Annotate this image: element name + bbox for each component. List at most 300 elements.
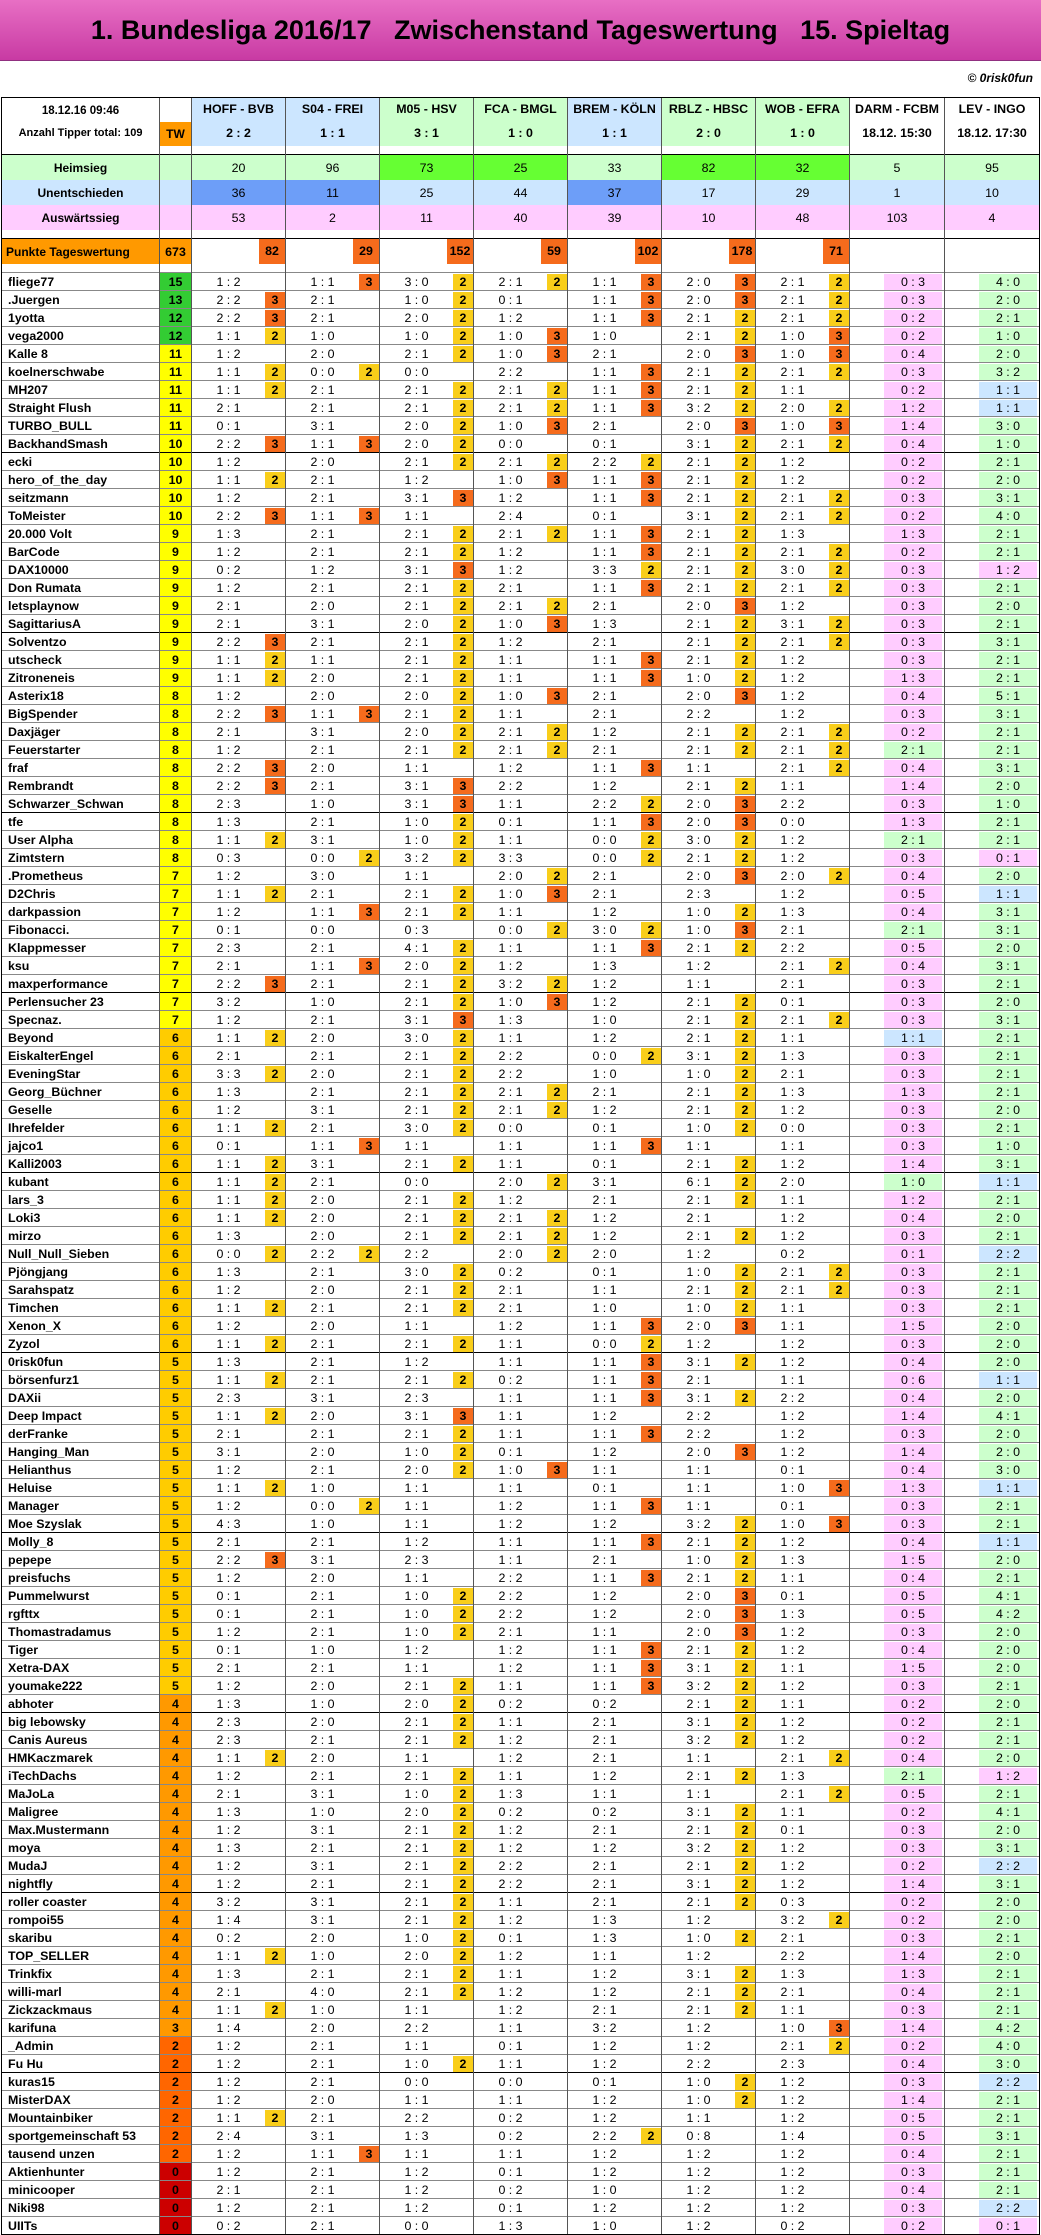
player-tw: 7 <box>160 939 192 957</box>
tip-cell <box>756 1479 850 1497</box>
tip-value: 2 : 1 <box>780 508 805 523</box>
tip-value: 2 : 1 <box>979 1282 1037 1298</box>
tip-points <box>453 1642 473 1658</box>
tip-cell <box>474 1731 568 1749</box>
tip-points <box>359 2200 379 2216</box>
tip-cell <box>286 1893 380 1911</box>
tip-cell <box>945 1119 1040 1137</box>
tip-cell <box>192 345 286 363</box>
tip-cell <box>850 1029 945 1047</box>
tip-points <box>641 706 661 722</box>
tip-points: 2 <box>735 1174 755 1190</box>
tip-points <box>829 2182 849 2198</box>
player-tw: 9 <box>160 543 192 561</box>
tip-value: 2 : 1 <box>979 814 1037 830</box>
tip-points <box>265 346 285 362</box>
tip-value: 2 : 1 <box>979 2164 1037 2180</box>
player-name: letsplaynow <box>2 597 160 615</box>
tip-cell <box>474 507 568 525</box>
tip-cell <box>850 525 945 543</box>
tip-value: 1 : 2 <box>592 2110 617 2125</box>
tip-cell <box>380 1641 474 1659</box>
tip-value: 2 : 1 <box>310 1840 335 1855</box>
tip-cell <box>286 1965 380 1983</box>
tip-value: 2 : 1 <box>780 742 805 757</box>
tip-points <box>641 634 661 650</box>
tip-cell <box>850 1659 945 1677</box>
tip-value: 2 : 1 <box>404 382 429 397</box>
tip-value: 0 : 1 <box>592 2074 617 2089</box>
tip-points <box>547 2074 567 2090</box>
tip-value: 1 : 1 <box>592 1678 617 1693</box>
tip-points: 2 <box>265 364 285 380</box>
tip-cell <box>945 1929 1040 1947</box>
tip-points: 3 <box>641 292 661 308</box>
tip-points <box>829 688 849 704</box>
tip-cell <box>286 399 380 417</box>
player-name: Georg_Büchner <box>2 1083 160 1101</box>
row-label: Auswärtssieg <box>2 205 160 230</box>
tip-value: 2 : 1 <box>686 616 711 631</box>
tip-cell <box>662 345 756 363</box>
tip-points: 2 <box>735 778 755 794</box>
tip-points: 2 <box>735 1984 755 2000</box>
tip-points: 3 <box>641 1498 661 1514</box>
player-name: Niki98 <box>2 2199 160 2217</box>
player-row <box>2 1047 1040 1065</box>
tip-points: 2 <box>453 1786 473 1802</box>
tip-points <box>829 1930 849 1946</box>
player-row <box>2 1299 1040 1317</box>
tip-value: 1 : 2 <box>686 2038 711 2053</box>
tip-points: 2 <box>735 832 755 848</box>
tip-points: 2 <box>453 1840 473 1856</box>
match-points-value <box>1013 239 1039 264</box>
tip-cell <box>945 633 1040 651</box>
tip-cell <box>568 2001 662 2019</box>
player-tw: 5 <box>160 1605 192 1623</box>
tip-cell <box>286 2091 380 2109</box>
tip-cell <box>662 1011 756 1029</box>
tip-points: 2 <box>735 994 755 1010</box>
tip-cell <box>756 1317 850 1335</box>
tip-points <box>829 1858 849 1874</box>
tip-value: 2 : 1 <box>216 1786 241 1801</box>
tip-value: 0 : 3 <box>884 1336 942 1352</box>
tip-points <box>547 904 567 920</box>
tip-cell <box>474 867 568 885</box>
tip-points: 3 <box>641 1570 661 1586</box>
tip-points <box>641 1948 661 1964</box>
tip-points: 2 <box>735 850 755 866</box>
tip-cell <box>286 1731 380 1749</box>
tip-cell <box>568 1641 662 1659</box>
tip-cell <box>756 417 850 435</box>
tip-value: 0 : 3 <box>884 634 942 650</box>
tip-cell <box>380 1317 474 1335</box>
tip-value: 2 : 1 <box>979 2092 1037 2108</box>
tip-value: 2 : 2 <box>979 1246 1037 1262</box>
tip-points <box>453 508 473 524</box>
tip-cell <box>380 1551 474 1569</box>
tip-cell <box>662 1659 756 1677</box>
tip-cell <box>286 1317 380 1335</box>
tip-points <box>265 1660 285 1676</box>
tip-points <box>265 2182 285 2198</box>
tip-points: 3 <box>547 886 567 902</box>
tip-cell <box>850 291 945 309</box>
tip-value: 3 : 1 <box>404 796 429 811</box>
tip-points: 3 <box>359 2146 379 2162</box>
tip-value: 2 : 1 <box>404 1048 429 1063</box>
tip-points: 3 <box>359 958 379 974</box>
tip-value: 1 : 1 <box>686 1462 711 1477</box>
tip-value: 1 : 0 <box>686 670 711 685</box>
tip-value: 2 : 1 <box>686 382 711 397</box>
tip-cell <box>850 1911 945 1929</box>
tip-value: 0 : 2 <box>498 2128 523 2143</box>
tip-cell <box>380 2163 474 2181</box>
tip-cell <box>286 1047 380 1065</box>
tip-points <box>359 1948 379 1964</box>
tip-points <box>453 2218 473 2234</box>
tip-points <box>265 2200 285 2216</box>
tip-cell <box>662 1137 756 1155</box>
tip-value: 0 : 2 <box>216 1930 241 1945</box>
tip-cell <box>756 1227 850 1245</box>
tip-value: 1 : 0 <box>592 2218 617 2233</box>
tip-value: 1 : 2 <box>592 1516 617 1531</box>
tip-cell <box>192 1569 286 1587</box>
tip-value: 3 : 1 <box>979 904 1037 920</box>
tip-points: 2 <box>453 634 473 650</box>
player-row <box>2 2127 1040 2145</box>
tip-cell <box>945 1875 1040 1893</box>
distribution-cell: 95 <box>945 155 1040 181</box>
tip-points: 3 <box>453 778 473 794</box>
tip-points <box>547 1696 567 1712</box>
player-tw: 6 <box>160 1299 192 1317</box>
tip-value: 2 : 0 <box>780 1174 805 1189</box>
tip-cell <box>474 597 568 615</box>
tip-cell <box>286 777 380 795</box>
tip-value: 2 : 1 <box>686 652 711 667</box>
tip-points <box>829 1048 849 1064</box>
tip-value: 1 : 0 <box>404 1606 429 1621</box>
tip-points: 2 <box>359 1498 379 1514</box>
tip-value: 1 : 4 <box>884 778 942 794</box>
tip-cell <box>945 1443 1040 1461</box>
tip-points <box>829 1102 849 1118</box>
tip-points: 2 <box>735 1660 755 1676</box>
player-name: Pummelwurst <box>2 1587 160 1605</box>
tip-cell <box>474 1749 568 1767</box>
tip-cell <box>945 435 1040 453</box>
tip-cell <box>380 1785 474 1803</box>
tip-points <box>265 868 285 884</box>
tip-value: 0 : 0 <box>592 1048 617 1063</box>
tip-cell <box>380 1461 474 1479</box>
tip-points: 2 <box>735 1300 755 1316</box>
tip-value: 1 : 3 <box>592 616 617 631</box>
player-name: Ihrefelder <box>2 1119 160 1137</box>
tip-cell <box>850 2199 945 2217</box>
tip-value: 1 : 2 <box>404 1642 429 1657</box>
match-result: 2 : 2 <box>192 122 285 146</box>
tip-cell <box>756 2001 850 2019</box>
tip-value: 1 : 0 <box>498 328 523 343</box>
player-row <box>2 777 1040 795</box>
tip-value: 1 : 2 <box>686 1912 711 1927</box>
tip-cell <box>380 1713 474 1731</box>
tip-points: 2 <box>735 1012 755 1028</box>
tip-value: 1 : 0 <box>404 1444 429 1459</box>
tip-value: 2 : 0 <box>979 1894 1037 1910</box>
tip-value: 1 : 0 <box>498 472 523 487</box>
tip-points <box>829 1228 849 1244</box>
tip-cell <box>756 1497 850 1515</box>
tip-cell <box>380 363 474 381</box>
player-name: koelnerschwabe <box>2 363 160 381</box>
tip-value: 2 : 1 <box>686 454 711 469</box>
tip-points <box>829 1120 849 1136</box>
tip-value: 1 : 2 <box>780 652 805 667</box>
tip-value: 1 : 1 <box>216 1948 241 1963</box>
player-row <box>2 1803 1040 1821</box>
match-points <box>662 239 756 265</box>
tip-cell <box>756 579 850 597</box>
tip-cell <box>192 1947 286 1965</box>
distribution-cell: 53 <box>192 205 286 230</box>
player-tw: 0 <box>160 2163 192 2181</box>
tip-value: 2 : 0 <box>979 1354 1037 1370</box>
player-tw: 2 <box>160 2127 192 2145</box>
tip-value: 2 : 0 <box>404 310 429 325</box>
tip-cell <box>568 435 662 453</box>
tip-value: 1 : 1 <box>498 1426 523 1441</box>
tip-points: 2 <box>735 580 755 596</box>
tip-points: 3 <box>641 1678 661 1694</box>
tip-points <box>641 688 661 704</box>
tip-cell <box>945 1659 1040 1677</box>
tip-cell <box>662 1407 756 1425</box>
tip-points <box>547 1678 567 1694</box>
tip-value: 2 : 0 <box>979 1750 1037 1766</box>
tip-cell <box>850 1389 945 1407</box>
tip-cell <box>380 1677 474 1695</box>
tip-value: 1 : 1 <box>592 1426 617 1441</box>
tip-cell <box>192 399 286 417</box>
tip-points: 2 <box>829 292 849 308</box>
tip-points <box>453 1390 473 1406</box>
tip-value: 2 : 0 <box>310 1030 335 1045</box>
player-tw: 9 <box>160 561 192 579</box>
player-row <box>2 1227 1040 1245</box>
tip-value: 2 : 1 <box>310 1120 335 1135</box>
tip-cell <box>662 471 756 489</box>
tip-points <box>359 1552 379 1568</box>
tip-value: 1 : 2 <box>884 400 942 416</box>
tip-points: 3 <box>265 1552 285 1568</box>
tip-value: 2 : 0 <box>686 688 711 703</box>
tip-value: 4 : 0 <box>979 508 1037 524</box>
tip-cell <box>945 543 1040 561</box>
player-tw: 6 <box>160 1335 192 1353</box>
tip-points: 2 <box>453 1732 473 1748</box>
tip-points <box>735 1246 755 1262</box>
tip-cell <box>756 1947 850 1965</box>
tip-value: 2 : 1 <box>592 868 617 883</box>
tip-points: 2 <box>453 400 473 416</box>
tip-cell <box>945 2163 1040 2181</box>
tip-cell <box>945 1947 1040 1965</box>
player-row <box>2 1857 1040 1875</box>
tip-value: 2 : 1 <box>780 274 805 289</box>
tip-cell <box>756 345 850 363</box>
tip-cell <box>192 1119 286 1137</box>
tip-value: 3 : 1 <box>686 508 711 523</box>
tip-points: 2 <box>453 850 473 866</box>
tip-points <box>453 2110 473 2126</box>
tip-cell <box>192 1893 286 1911</box>
tip-points <box>359 1300 379 1316</box>
tip-cell <box>192 1785 286 1803</box>
tip-points <box>359 2110 379 2126</box>
tip-value: 2 : 1 <box>780 634 805 649</box>
tip-value: 2 : 0 <box>979 940 1037 956</box>
tip-value: 2 : 1 <box>404 1876 429 1891</box>
tip-cell <box>756 1893 850 1911</box>
tip-cell <box>568 903 662 921</box>
tip-points <box>547 1138 567 1154</box>
tip-points: 2 <box>453 328 473 344</box>
tip-points: 3 <box>641 544 661 560</box>
tip-value: 1 : 2 <box>686 1336 711 1351</box>
tip-value: 2 : 0 <box>592 1246 617 1261</box>
tip-value: 1 : 1 <box>780 1804 805 1819</box>
tip-value: 1 : 1 <box>592 1498 617 1513</box>
tip-value: 2 : 0 <box>979 1624 1037 1640</box>
tip-value: 2 : 1 <box>979 580 1037 596</box>
tip-value: 0 : 2 <box>498 2110 523 2125</box>
tip-value: 2 : 1 <box>310 2164 335 2179</box>
player-name: darkpassion <box>2 903 160 921</box>
tip-cell <box>568 2037 662 2055</box>
match-points-value: 102 <box>635 239 661 264</box>
tip-cell <box>380 2055 474 2073</box>
tip-cell <box>756 309 850 327</box>
tip-points <box>359 1858 379 1874</box>
tip-value: 2 : 1 <box>592 346 617 361</box>
tip-points <box>641 1084 661 1100</box>
tip-value: 2 : 1 <box>310 1264 335 1279</box>
tip-value: 1 : 2 <box>592 724 617 739</box>
tip-cell <box>850 579 945 597</box>
tip-value: 0 : 4 <box>884 1984 942 2000</box>
tip-points <box>453 1318 473 1334</box>
player-row <box>2 1551 1040 1569</box>
tip-points: 2 <box>453 958 473 974</box>
tip-value: 2 : 1 <box>686 328 711 343</box>
tip-value: 1 : 1 <box>216 1336 241 1351</box>
tip-value: 1 : 2 <box>592 976 617 991</box>
tip-cell <box>945 777 1040 795</box>
tip-cell <box>662 507 756 525</box>
player-row <box>2 309 1040 327</box>
tip-value: 2 : 0 <box>310 1066 335 1081</box>
tip-cell <box>474 363 568 381</box>
tip-points <box>547 1966 567 1982</box>
tip-value: 2 : 1 <box>310 1336 335 1351</box>
player-tw: 5 <box>160 1569 192 1587</box>
tip-value: 1 : 1 <box>310 2146 335 2161</box>
tip-points: 2 <box>829 544 849 560</box>
tip-points <box>547 1030 567 1046</box>
tip-cell <box>756 795 850 813</box>
tip-points: 2 <box>265 328 285 344</box>
player-name: lars_3 <box>2 1191 160 1209</box>
tip-cell <box>945 975 1040 993</box>
player-row <box>2 1911 1040 1929</box>
tip-cell <box>380 2019 474 2037</box>
tip-value: 3 : 2 <box>686 1840 711 1855</box>
tip-cell <box>474 1155 568 1173</box>
tip-cell <box>662 1551 756 1569</box>
tip-value: 1 : 1 <box>404 2092 429 2107</box>
tip-points: 2 <box>265 1174 285 1190</box>
tip-value: 1 : 1 <box>592 400 617 415</box>
player-row <box>2 1677 1040 1695</box>
tip-value: 1 : 1 <box>498 2146 523 2161</box>
tip-value: 2 : 2 <box>592 454 617 469</box>
tip-cell <box>756 993 850 1011</box>
tip-value: 0 : 3 <box>884 490 942 506</box>
tip-value: 2 : 1 <box>498 598 523 613</box>
tip-cell <box>474 795 568 813</box>
tip-cell <box>474 1101 568 1119</box>
tip-value: 2 : 1 <box>310 472 335 487</box>
tip-cell <box>945 741 1040 759</box>
tip-cell <box>192 705 286 723</box>
tip-value: 2 : 2 <box>780 940 805 955</box>
tip-points: 3 <box>547 994 567 1010</box>
tip-value: 2 : 2 <box>216 292 241 307</box>
tip-value: 1 : 1 <box>686 976 711 991</box>
tip-points <box>359 1894 379 1910</box>
tip-cell <box>286 1461 380 1479</box>
tip-cell <box>568 1443 662 1461</box>
tip-cell <box>474 1623 568 1641</box>
tip-points <box>547 2038 567 2054</box>
tip-points <box>641 418 661 434</box>
tip-points <box>641 436 661 452</box>
tip-cell <box>192 363 286 381</box>
player-tw: 12 <box>160 327 192 345</box>
match-points <box>568 239 662 265</box>
tip-points: 2 <box>453 742 473 758</box>
tip-value: 2 : 1 <box>498 1228 523 1243</box>
tip-points: 2 <box>453 454 473 470</box>
player-tw: 7 <box>160 867 192 885</box>
tip-value: 1 : 1 <box>404 1498 429 1513</box>
tip-value: 2 : 2 <box>216 760 241 775</box>
tip-value: 1 : 0 <box>404 832 429 847</box>
tip-points <box>641 616 661 632</box>
tip-cell <box>380 1965 474 1983</box>
tip-points <box>735 1498 755 1514</box>
tip-value: 3 : 2 <box>592 2020 617 2035</box>
tip-points: 3 <box>735 346 755 362</box>
